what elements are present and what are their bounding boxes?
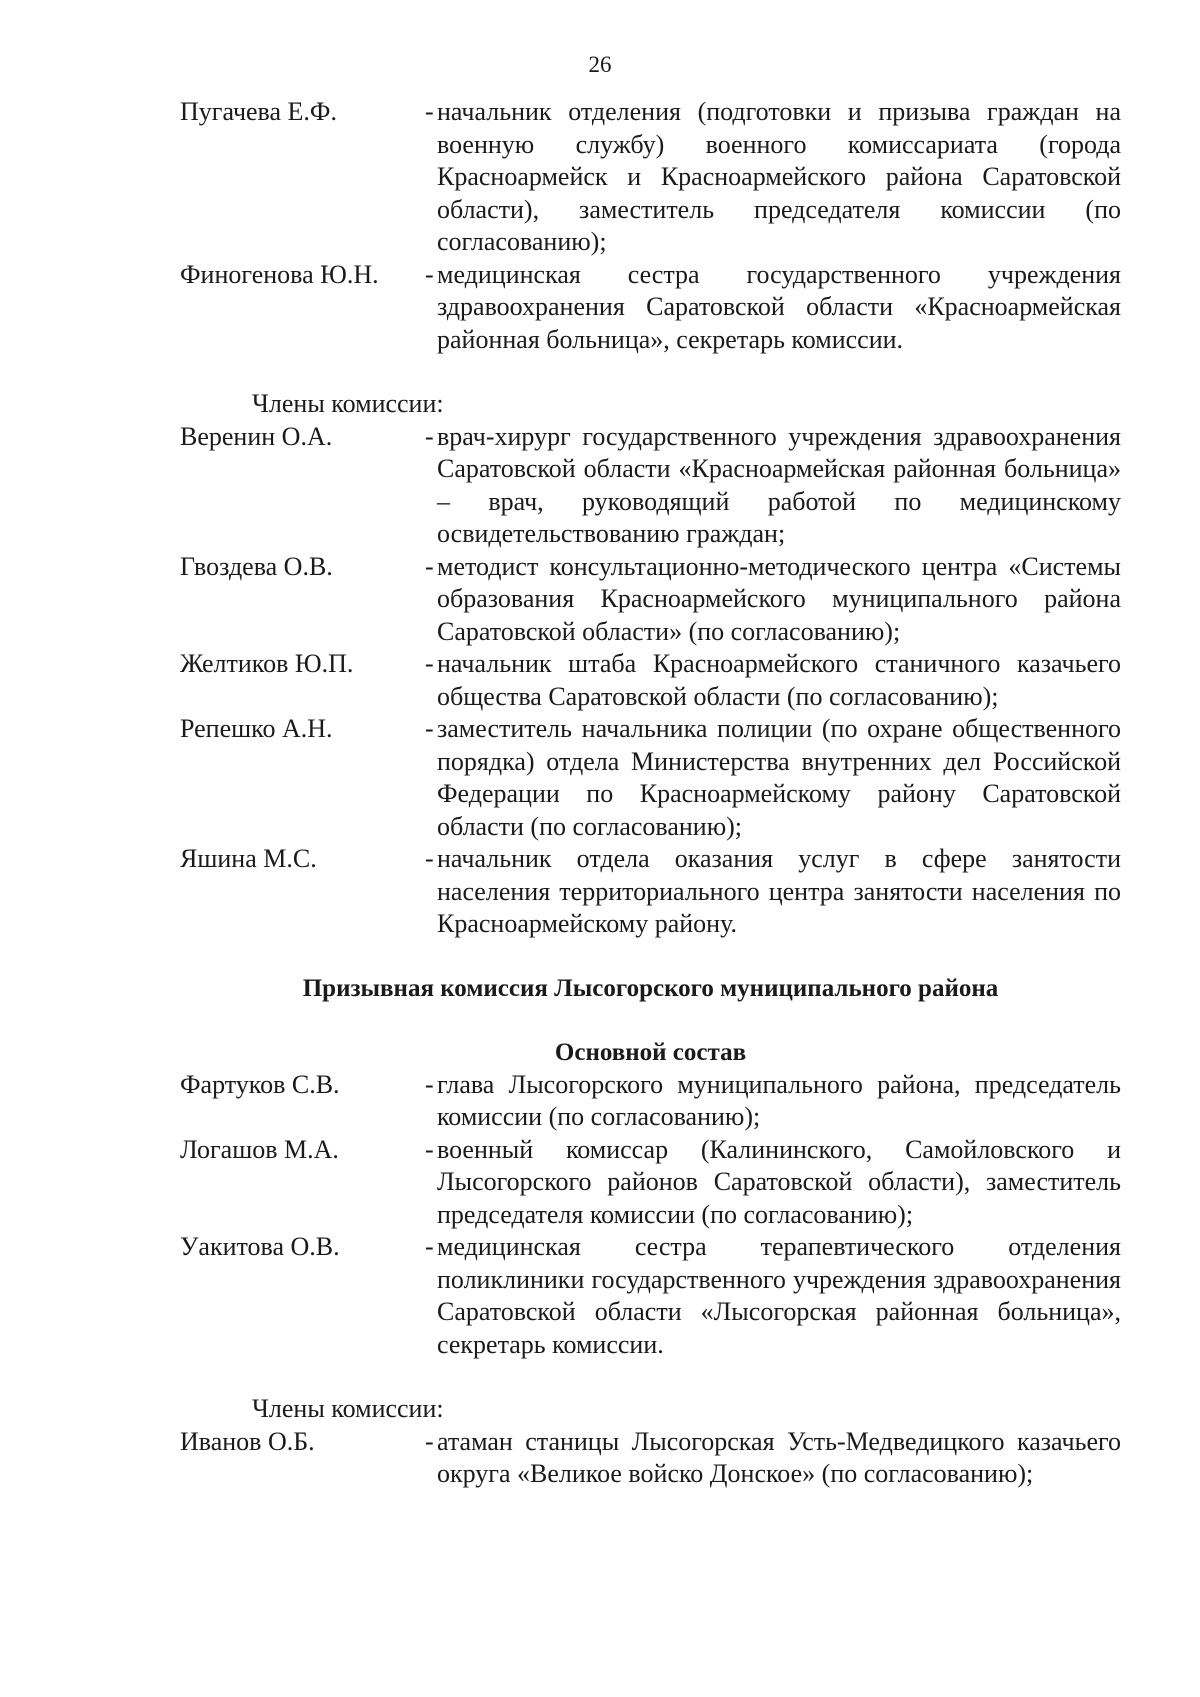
dash: - [425,97,434,126]
members-label: Члены комиссии: [252,1394,444,1423]
person-name: Яшина М.С. [180,844,317,873]
dash: - [425,1426,434,1456]
entry-row [180,1134,1121,1232]
person-name: Уакитова О.В. [180,1232,340,1261]
person-description: заместитель начальника полиции (по охране общественного порядка) отдела Министерства внутренних дел Российской Федерации по Красноармейскому району Саратовской области (по согласованию); [437,714,1121,841]
entry-row [180,96,1121,259]
person-name: Иванов О.Б. [180,1426,315,1456]
entry-row [180,843,1121,941]
dash: - [425,259,434,289]
page-number: 26 [588,52,612,77]
section-title: Призывная комиссия Лысогорского муниципального района [302,974,999,1002]
dash: - [425,714,434,743]
dash: - [425,1134,434,1164]
person-name: Фартуков С.В. [180,1069,340,1099]
dash: - [425,844,434,873]
person-description: глава Лысогорского муниципального района, председатель комиссии (по согласованию); [437,1069,1121,1131]
person-name: Финогенова Ю.Н. [180,259,379,289]
person-name: Гвоздева О.В. [180,551,333,581]
person-description: врач-хирург государственного учреждения здравоохранения Саратовской области «Красноармейская районная больница» – врач, руководящий работой по медицинскому освидетельствованию граждан; [437,421,1121,548]
person-description: начальник отделения (подготовки и призыва граждан на военную службу) военного комиссариата (города Красноармейск и Красноармейского района Саратовской области), заместитель председателя комиссии (по согласованию); [437,97,1121,256]
entry-row [180,1231,1121,1361]
person-description: медицинская сестра терапевтического отделения поликлиники государственного учреждения здравоохранения Саратовской области «Лысогорская районная больница», секретарь комиссии. [437,1232,1121,1359]
person-name: Репешко А.Н. [180,714,333,743]
dash: - [425,1069,434,1099]
entry-row [180,259,1121,357]
entry-row [180,648,1121,713]
person-name: Логашов М.А. [180,1134,339,1164]
person-description: методист консультационно-методического центра «Системы образования Красноармейского муниципального района Саратовской области» (по согласованию); [437,551,1121,646]
entry-row [180,713,1121,843]
person-description: начальник штаба Красноармейского станичного казачьего общества Саратовской области (по согласованию); [437,649,1121,711]
dash: - [425,421,434,451]
entry-row [180,551,1121,649]
document-body [180,96,1121,1491]
person-name: Веренин О.А. [180,421,333,451]
person-description: атаман станицы Лысогорская Усть-Медведицкого казачьего округа «Великое войско Донское» (по согласованию); [437,1426,1121,1488]
person-description: медицинская сестра государственного учреждения здравоохранения Саратовской области «Красноармейская районная больница», секретарь комиссии. [437,259,1121,354]
dash: - [425,649,434,678]
person-description: начальник отдела оказания услуг в сфере занятости населения территориального центра занятости населения по Красноармейскому району. [437,844,1121,938]
person-description: военный комиссар (Калининского, Самойловского и Лысогорского районов Саратовской области), заместитель председателя комиссии (по согласованию); [437,1134,1121,1229]
entry-row [180,1069,1121,1134]
entry-row [180,1426,1121,1491]
person-name: Желтиков Ю.П. [180,649,354,678]
section-subtitle: Основной состав [554,1038,747,1066]
entry-row [180,421,1121,551]
person-name: Пугачева Е.Ф. [180,97,337,126]
members-label: Члены комиссии: [252,389,444,418]
dash: - [425,1232,434,1261]
dash: - [425,551,434,581]
